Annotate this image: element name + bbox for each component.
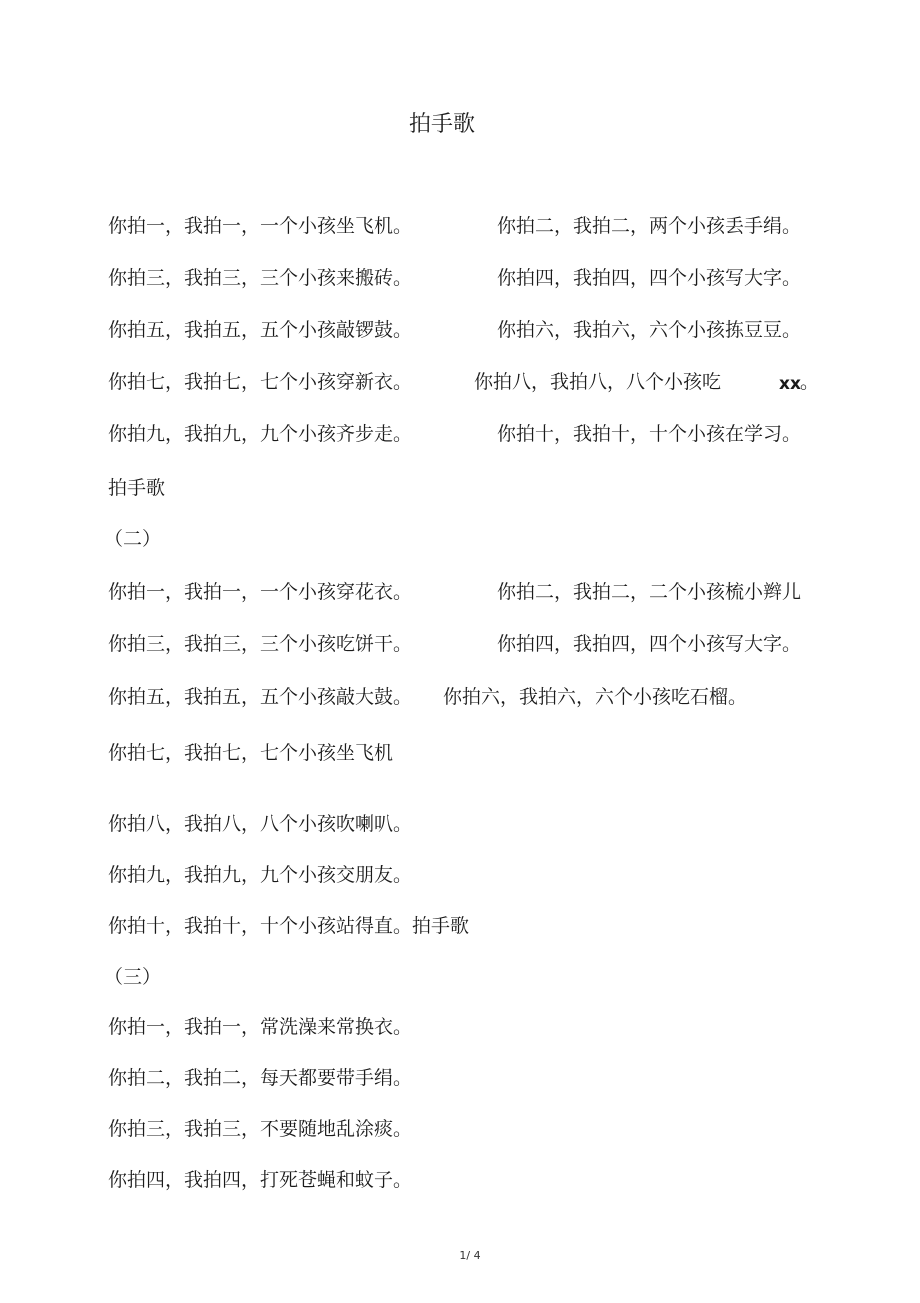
verse-4-right: 你拍八，我拍八，八个小孩吃 <box>474 371 722 393</box>
verse-2-1-left: 你拍一，我拍一，一个小孩穿花衣。 <box>108 581 413 603</box>
verse-3-3: 你拍三，我拍三，不要随地乱涂痰。 <box>108 1118 413 1140</box>
verse-2-left: 你拍三，我拍三，三个小孩来搬砖。 <box>108 267 413 289</box>
section-heading: 拍手歌 <box>108 477 166 499</box>
verse-2-3-right: 你拍六，我拍六，六个小孩吃石榴。 <box>443 686 748 708</box>
verse-3-4: 你拍四，我拍四，打死苍蝇和蚊子。 <box>108 1169 413 1191</box>
verse-2-7: 你拍七，我拍七，七个小孩坐飞机 <box>108 742 394 764</box>
verse-3-2: 你拍二，我拍二，每天都要带手绢。 <box>108 1067 413 1089</box>
verse-2-3-left: 你拍五，我拍五，五个小孩敲大鼓。 <box>108 686 413 708</box>
verse-2-2-right: 你拍四，我拍四，四个小孩写大字。 <box>497 633 802 655</box>
verse-4-left: 你拍七，我拍七，七个小孩穿新衣。 <box>108 371 413 393</box>
verse-4-xx-mark: xx <box>779 374 801 394</box>
section-number-3: （三） <box>104 966 162 988</box>
verse-3-right: 你拍六，我拍六，六个小孩拣豆豆。 <box>497 319 802 341</box>
section-number-2: （二） <box>104 528 162 550</box>
verse-2-9: 你拍九，我拍九，九个小孩交朋友。 <box>108 864 413 886</box>
verse-4-end-mark: 。 <box>800 371 820 393</box>
verse-2-1-right: 你拍二，我拍二，二个小孩梳小辫儿 <box>497 581 802 603</box>
verse-5-right: 你拍十，我拍十，十个小孩在学习。 <box>497 423 802 445</box>
verse-2-10: 你拍十，我拍十，十个小孩站得直。拍手歌 <box>108 915 470 937</box>
verse-3-left: 你拍五，我拍五，五个小孩敲锣鼓。 <box>108 319 413 341</box>
verse-1-right: 你拍二，我拍二，两个小孩丢手绢。 <box>497 215 802 237</box>
page-title: 拍手歌 <box>408 112 475 137</box>
verse-2-right: 你拍四，我拍四，四个小孩写大字。 <box>497 267 802 289</box>
verse-2-8: 你拍八，我拍八，八个小孩吹喇叭。 <box>108 813 413 835</box>
page-number: 1/ 4 <box>459 1249 481 1262</box>
verse-3-1: 你拍一，我拍一，常洗澡来常换衣。 <box>108 1016 413 1038</box>
verse-2-2-left: 你拍三，我拍三，三个小孩吃饼干。 <box>108 633 413 655</box>
verse-1-left: 你拍一，我拍一，一个小孩坐飞机。 <box>108 215 413 237</box>
verse-5-left: 你拍九，我拍九，九个小孩齐步走。 <box>108 423 413 445</box>
